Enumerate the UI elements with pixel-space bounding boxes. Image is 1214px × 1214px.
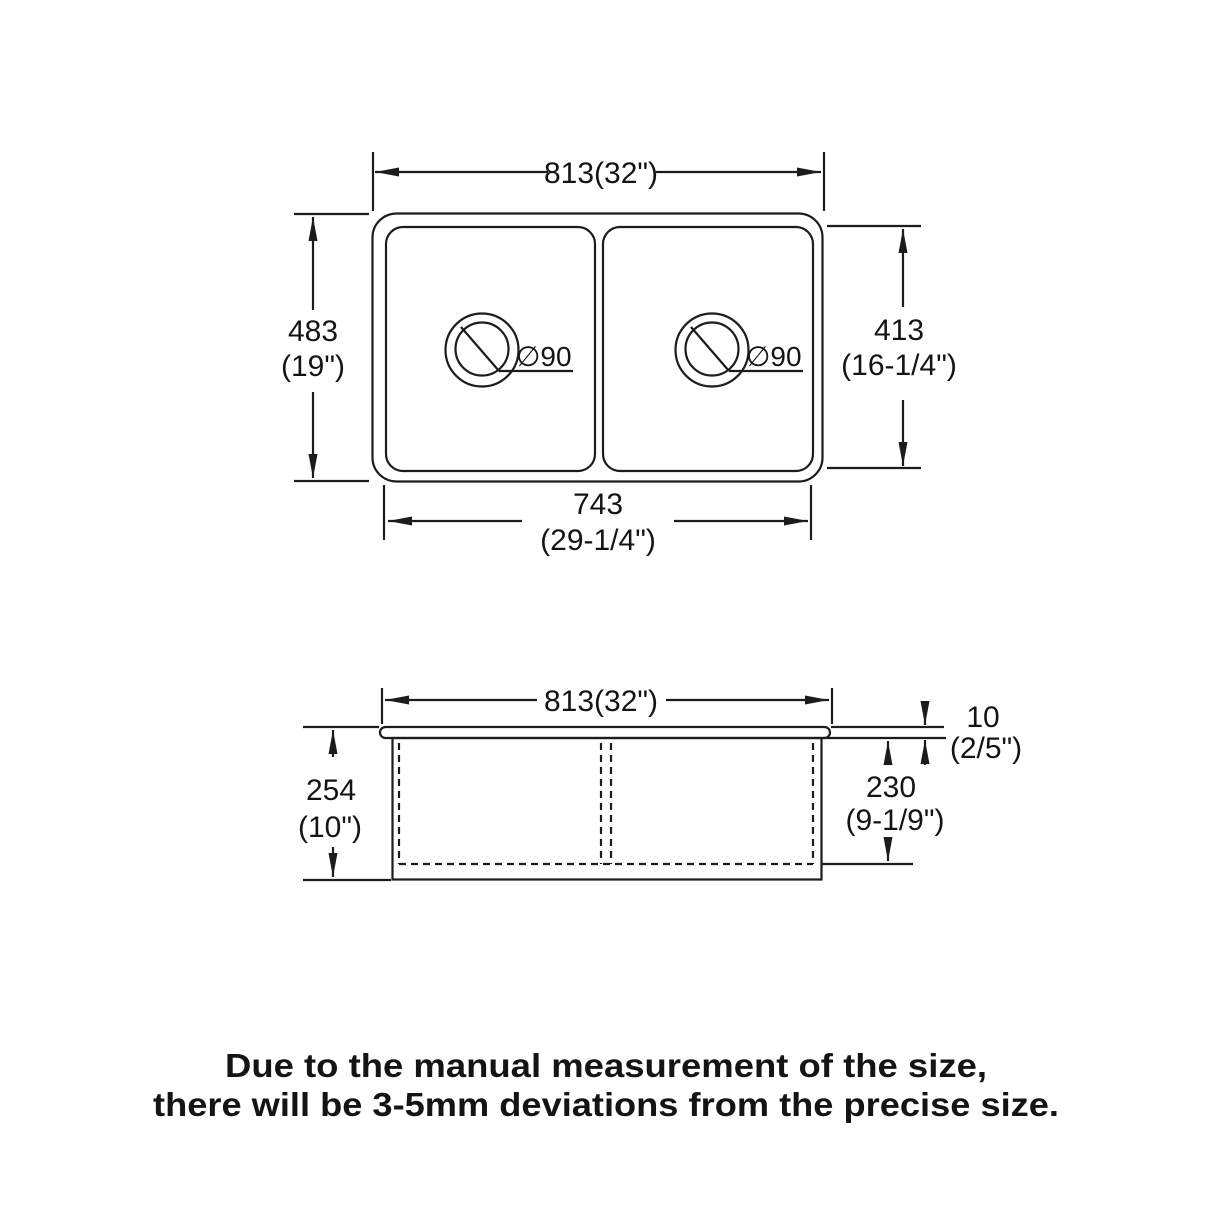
sink-rim-outline (380, 727, 830, 738)
dimension-rim-thickness (823, 701, 1022, 765)
left-drain-symbol (446, 314, 574, 387)
left-drain-label: ∅90 (516, 341, 572, 372)
dimension-side-height (298, 727, 391, 880)
dimension-right-height (827, 226, 957, 468)
right-height-mm-label: 413 (873, 314, 925, 347)
note-line-2: there will be 3-5mm deviations from the precise size. (153, 1086, 1059, 1123)
top-width-label: 813(32") (543, 157, 659, 190)
measurement-note (153, 1047, 1059, 1123)
dimension-bottom-width (384, 485, 811, 557)
drain-diagonal-line (691, 327, 729, 371)
right-height-in-label: (16-1/4") (841, 349, 957, 382)
rim-thickness-mm-label: 10 (966, 701, 1000, 734)
bowl-depth-in-label: (9-1/9") (845, 804, 945, 837)
bottom-width-mm-label: 743 (572, 488, 624, 521)
drain-diagonal-line (461, 327, 499, 371)
sink-body-outline (393, 738, 822, 880)
dimension-side-width (382, 685, 832, 724)
side-view (298, 685, 1022, 880)
right-drain-symbol (676, 314, 804, 387)
dimension-left-height (281, 214, 369, 481)
dimension-top-width (373, 152, 824, 211)
hidden-bowl-lines (399, 743, 813, 864)
rim-thickness-in-label: (2/5") (949, 732, 1023, 765)
bowl-depth-mm-label: 230 (865, 771, 917, 804)
note-line-1: Due to the manual measurement of the size, (225, 1047, 987, 1084)
side-width-label: 813(32") (543, 685, 659, 718)
side-height-in-label: (10") (298, 811, 362, 844)
side-height-mm-label: 254 (305, 774, 357, 807)
left-height-mm-label: 483 (287, 315, 339, 348)
left-height-in-label: (19") (281, 350, 345, 383)
top-view (281, 152, 957, 557)
right-drain-label: ∅90 (746, 341, 802, 372)
bottom-width-in-label: (29-1/4") (540, 524, 656, 557)
dimension-bowl-depth (822, 741, 945, 864)
